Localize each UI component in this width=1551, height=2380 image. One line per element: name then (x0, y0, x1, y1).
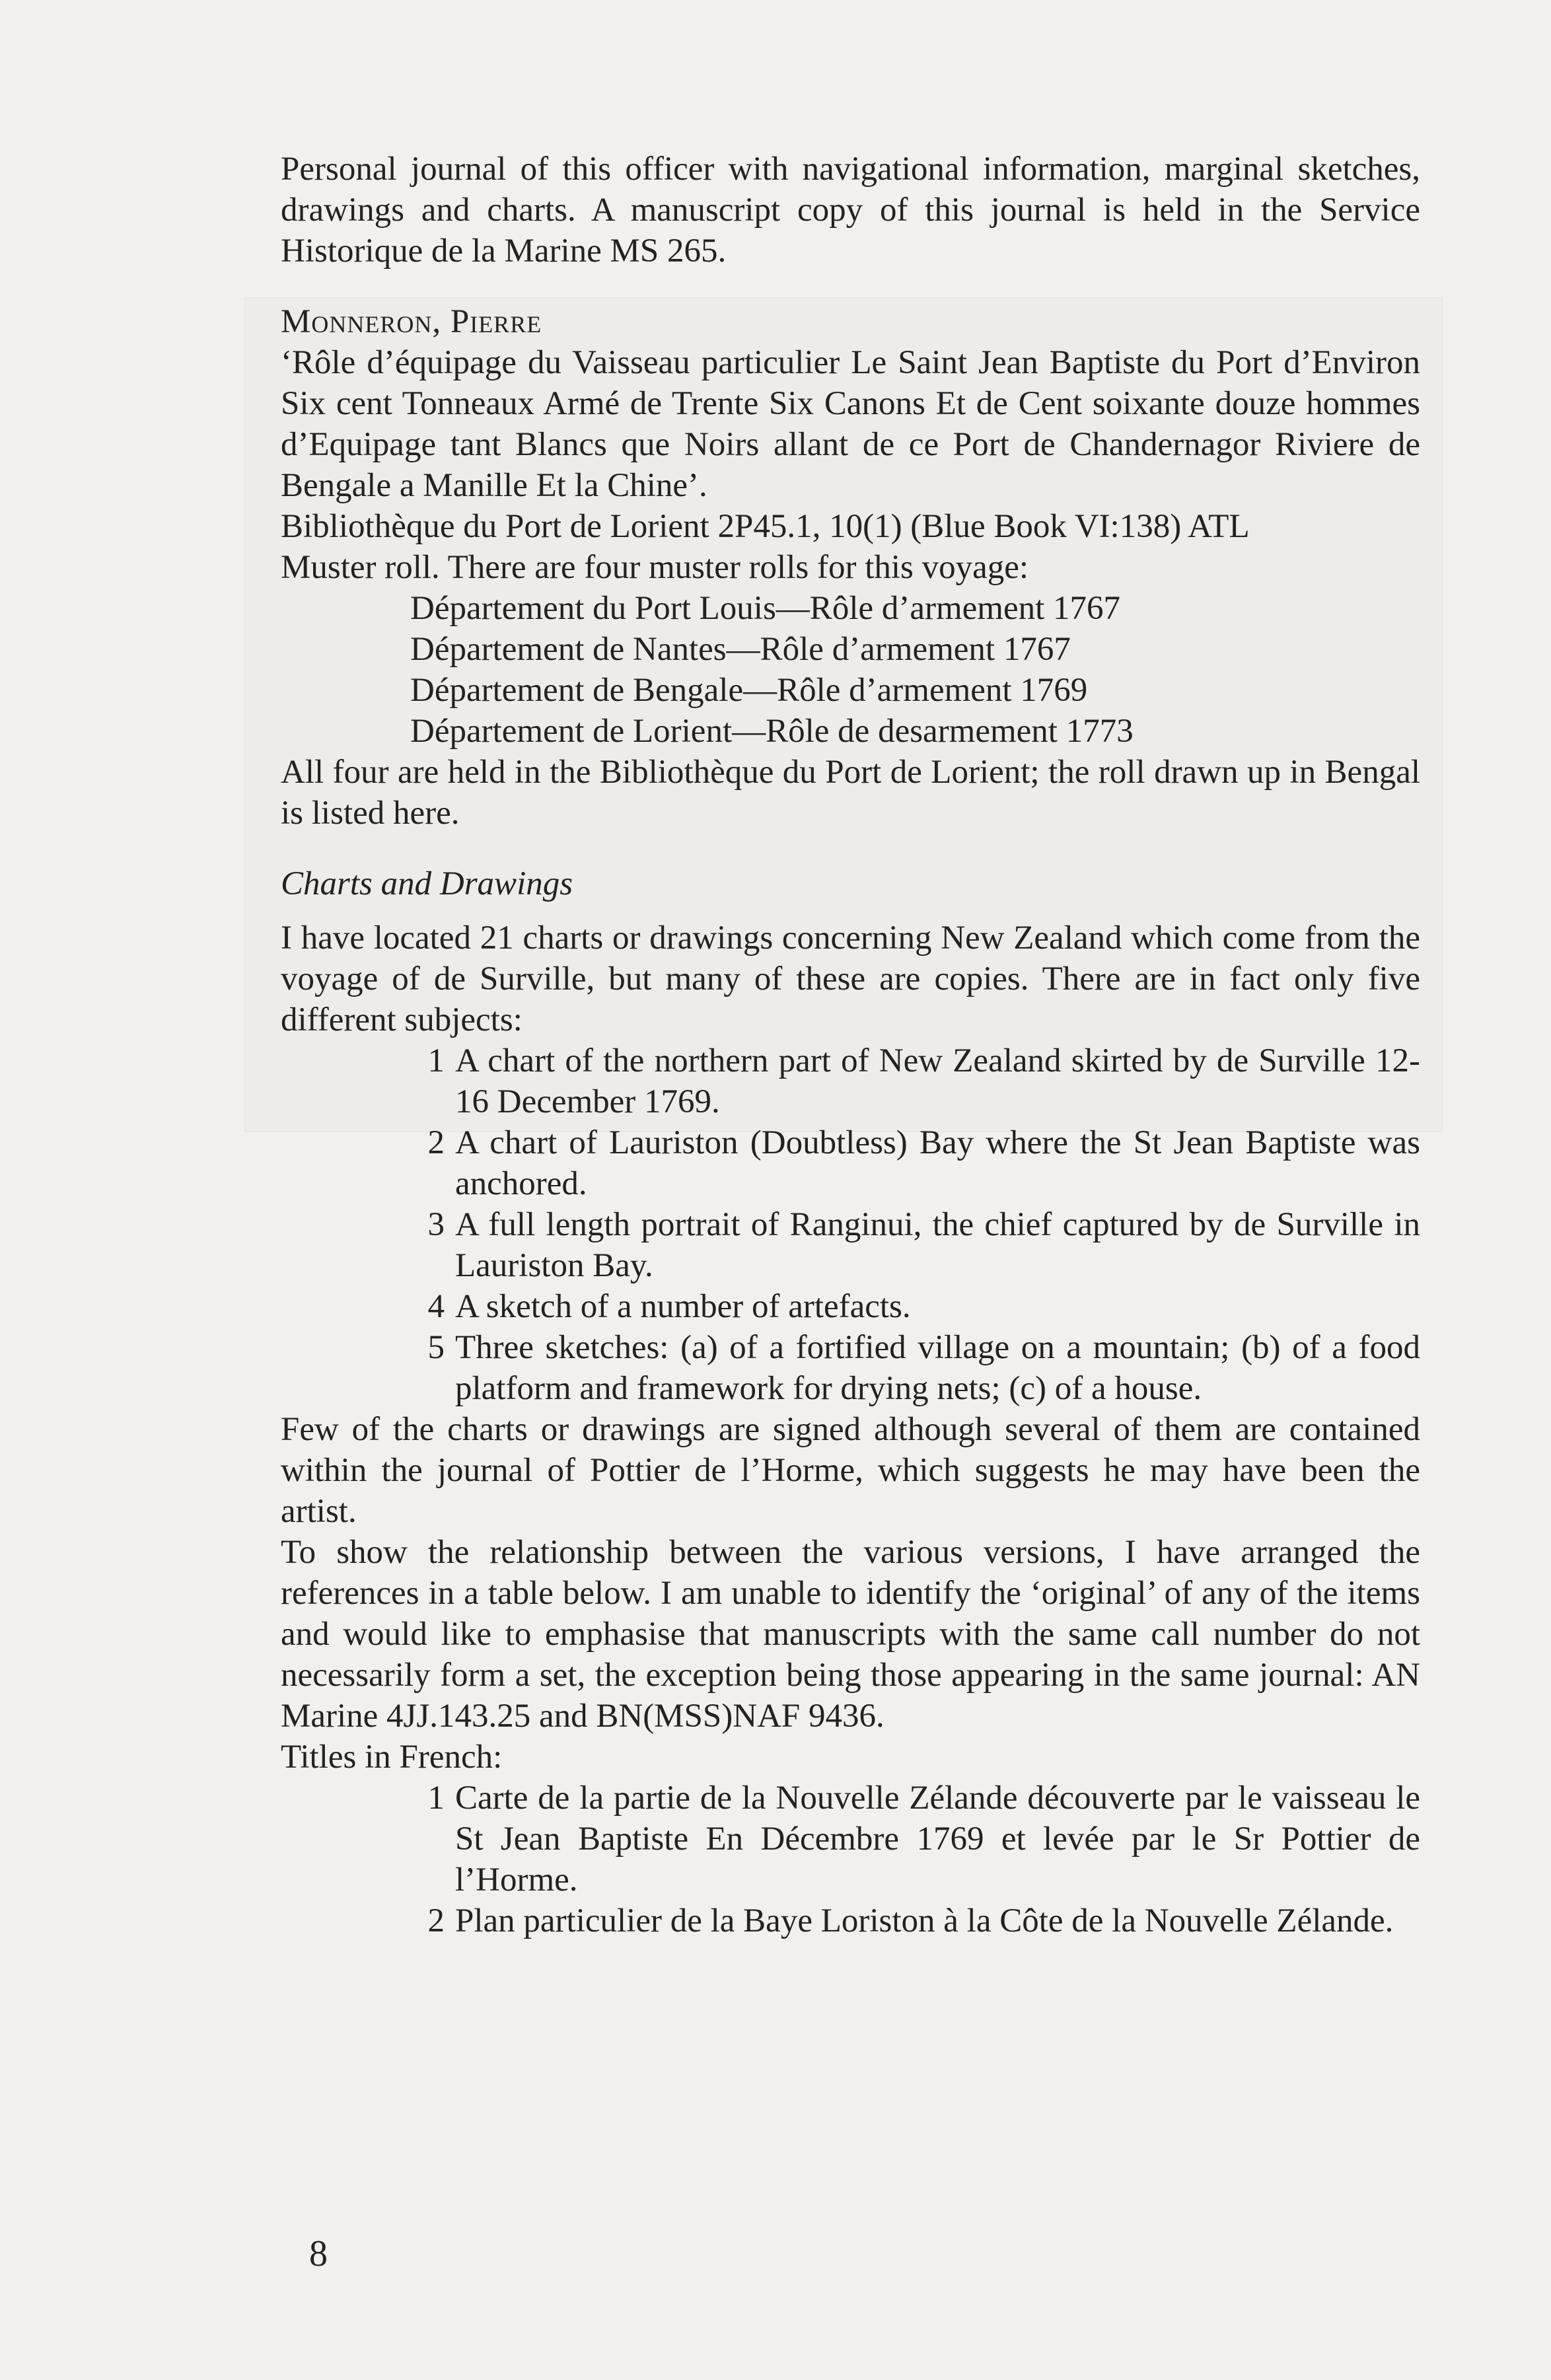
list-item (281, 1778, 1420, 1900)
charts-intro: I have located 21 charts or drawings concerning New Zealand which come from the voyage of de Surville, but many of these are copies. There are in fact only five different subjects: (281, 920, 1420, 1038)
list-item: Département de Nantes—Rôle d’armement 1767 (410, 631, 1071, 668)
page-number: 8 (309, 2233, 328, 2274)
item-text: Plan particulier de la Baye Loriston à la Côte de la Nouvelle Zélande. (455, 1902, 1394, 1939)
entry-title: ‘Rôle d’équipage du Vaisseau particulier Le Saint Jean Baptiste du Port d’Environ Six cent Tonneaux Armé de Trente Six Canons Et de Cent soixante douze hommes d’Equipage tant Blancs que Noirs allant de ce Port de Chandernagor Riviere de Bengale a Manille Et la Chine’. (281, 344, 1420, 504)
item-number: 1 (427, 1042, 445, 1079)
subjects-list (281, 1040, 1420, 1409)
list-item: Département de Lorient—Rôle de desarmement 1773 (410, 713, 1134, 750)
item-text: A chart of the northern part of New Zealand skirted by de Surville 12-16 December 1769. (455, 1042, 1420, 1120)
list-item (281, 1900, 1420, 1941)
muster-roll-list (281, 588, 1420, 752)
list-item: Département du Port Louis—Rôle d’armement 1767 (410, 590, 1121, 627)
titles-label: Titles in French: (281, 1739, 503, 1776)
intro-paragraph: Personal journal of this officer with navigational information, marginal sketches, drawings and charts. A manuscript copy of this journal is held in the Service Historique de la Marine MS 265. (281, 151, 1420, 270)
paragraph-relationship: To show the relationship between the various versions, I have arranged the references in a table below. I am unable to identify the ‘original’ of any of the items and would like to emphasise that manuscripts with the same call number do not necessarily form a set, the exception being those appearing in the same journal: AN Marine 4JJ.143.25 and BN(MSS)NAF 9436. (281, 1534, 1420, 1735)
list-item (281, 1122, 1420, 1204)
list-item (281, 1327, 1420, 1409)
item-number: 1 (427, 1780, 445, 1817)
item-text: A sketch of a number of artefacts. (455, 1288, 911, 1325)
text-column (281, 149, 1420, 1941)
list-item: Département de Bengale—Rôle d’armement 1769 (410, 672, 1088, 709)
entry-location: Bibliothèque du Port de Lorient 2P45.1, 10(1) (Blue Book VI:138) ATL (281, 508, 1250, 545)
paragraph-artist: Few of the charts or drawings are signed although several of them are contained within the journal of Pottier de l’Horme, which suggests he may have been the artist. (281, 1411, 1420, 1530)
entry-author: Monneron, Pierre (281, 303, 542, 340)
titles-list (281, 1778, 1420, 1941)
item-text: A chart of Lauriston (Doubtless) Bay where the St Jean Baptiste was anchored. (455, 1124, 1420, 1202)
item-text: Three sketches: (a) of a fortified village on a mountain; (b) of a food platform and framework for drying nets; (c) of a house. (455, 1329, 1420, 1407)
item-number: 4 (427, 1288, 445, 1325)
item-number: 3 (427, 1206, 445, 1243)
item-number: 5 (427, 1329, 445, 1366)
item-text: Carte de la partie de la Nouvelle Zélande découverte par le vaisseau le St Jean Baptiste En Décembre 1769 et levée par le Sr Pottier de l’Horme. (455, 1780, 1420, 1898)
section-heading: Charts and Drawings (281, 865, 573, 902)
entry-note: All four are held in the Bibliothèque du Port de Lorient; the roll drawn up in Bengal is listed here. (281, 754, 1420, 832)
list-item (281, 1204, 1420, 1286)
item-number: 2 (427, 1124, 445, 1161)
list-item (281, 1286, 1420, 1327)
entry-muster: Muster roll. There are four muster rolls for this voyage: (281, 549, 1029, 586)
list-item (281, 1040, 1420, 1122)
item-number: 2 (427, 1902, 445, 1939)
item-text: A full length portrait of Ranginui, the chief captured by de Surville in Lauriston Bay. (455, 1206, 1420, 1284)
